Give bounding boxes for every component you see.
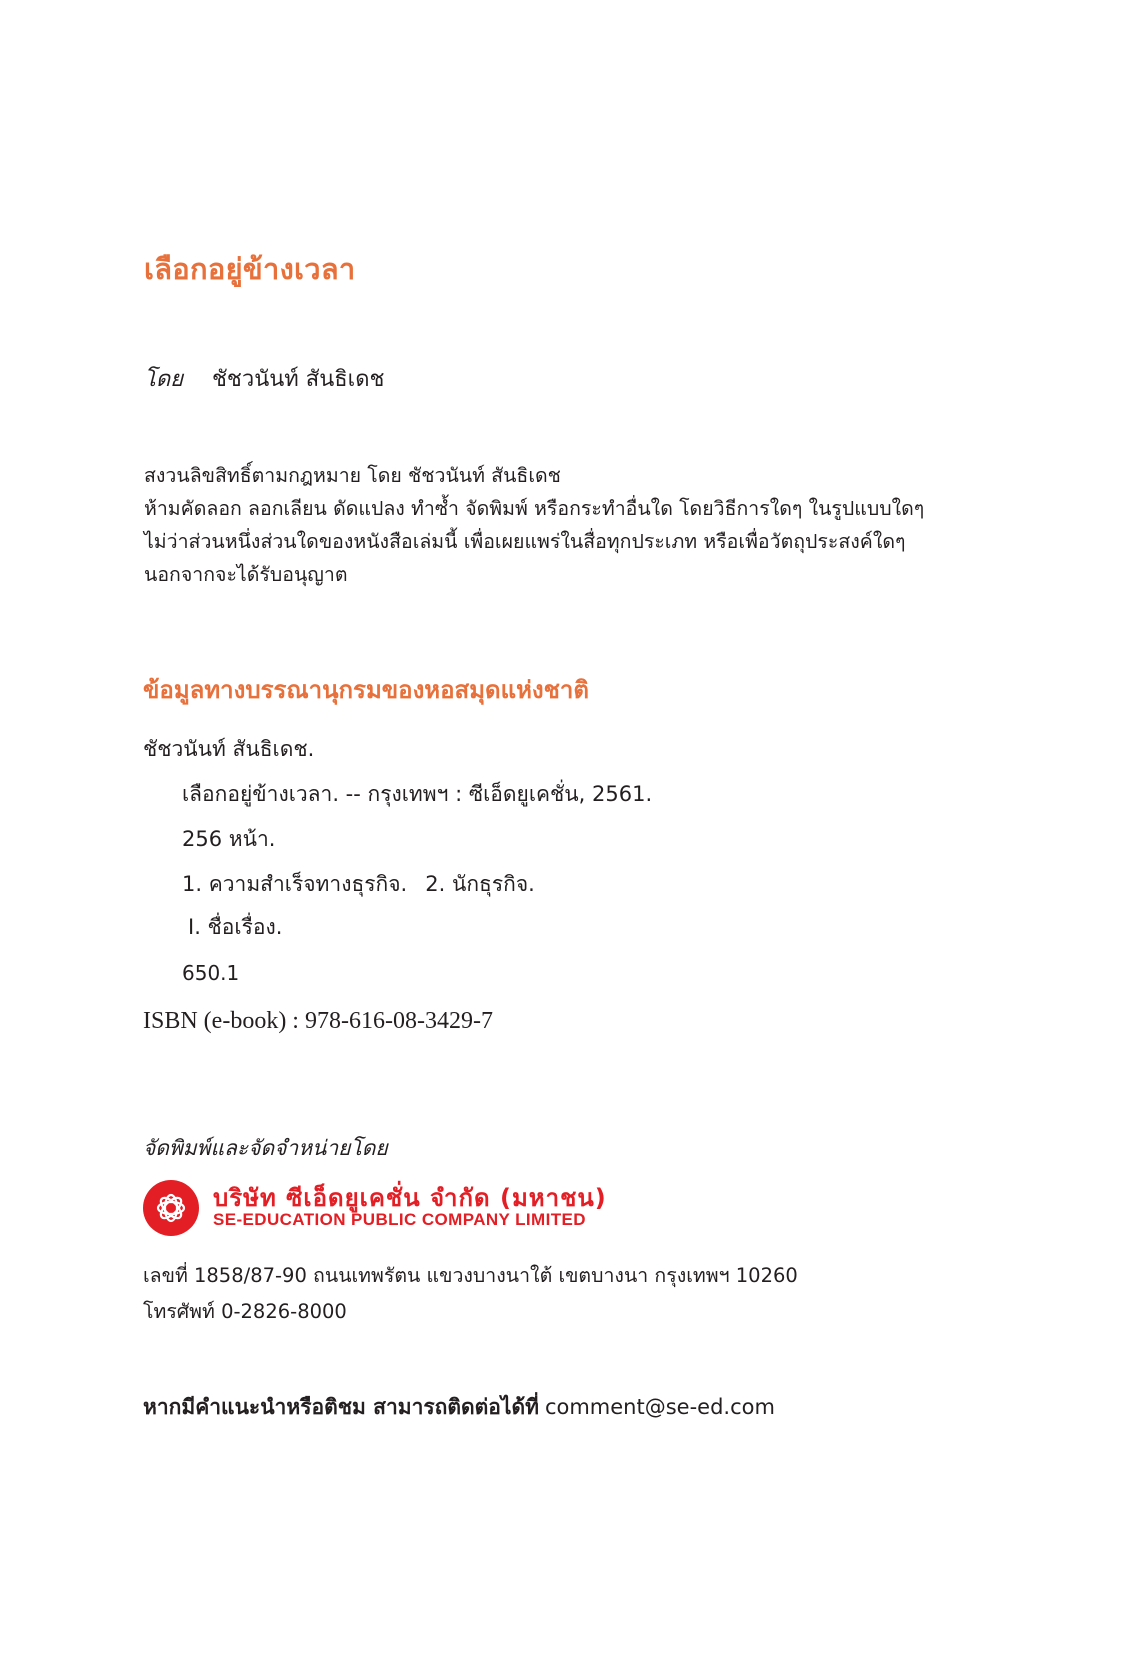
address-line: เลขที่ 1858/87-90 ถนนเทพรัตน แขวงบางนาใต้ เขตบางนา กรุงเทพฯ 10260 — [143, 1264, 798, 1287]
copyright-line: นอกจากจะได้รับอนุญาต — [144, 563, 348, 586]
copyright-notice — [144, 459, 924, 591]
feedback-email: comment@se-ed.com — [544, 1395, 775, 1419]
copyright-line: ห้ามคัดลอก ลอกเลียน ดัดแปลง ทำซ้ำ จัดพิมพ์ หรือกระทำอื่นใด โดยวิธีการใดๆ ในรูปแบบใดๆ — [144, 497, 925, 520]
byline-label: โดย — [144, 367, 183, 392]
company-name-thai: บริษัท ซีเอ็ดยูเคชั่น จำกัด (มหาชน) — [213, 1184, 607, 1212]
cip-heading: ข้อมูลทางบรรณานุกรมของหอสมุดแห่งชาติ — [143, 676, 589, 704]
se-ed-logo-icon — [143, 1180, 199, 1236]
book-title: เลือกอยู่ข้างเวลา — [144, 252, 356, 286]
copyright-line: ไม่ว่าส่วนหนึ่งส่วนใดของหนังสือเล่มนี้ เพื่อเผยแพร่ในสื่อทุกประเภท หรือเพื่อวัตถุประสงค์ใดๆ — [144, 530, 906, 553]
cip-subject: 2. นักธุรกิจ. — [425, 872, 535, 896]
feedback-contact — [143, 1391, 775, 1424]
company-name-english: SE-EDUCATION PUBLIC COMPANY LIMITED — [213, 1210, 586, 1229]
isbn: ISBN (e-book) : 978-616-08-3429-7 — [143, 1008, 493, 1034]
cip-pages: 256 หน้า. — [182, 827, 276, 851]
cip-author: ชัชวนันท์ สันธิเดช. — [143, 737, 315, 761]
phone-line: โทรศัพท์ 0-2826-8000 — [143, 1300, 347, 1323]
byline — [144, 361, 384, 396]
feedback-text: หากมีคำแนะนำหรือติชม สามารถติดต่อได้ที่ — [143, 1395, 539, 1419]
cip-classification: 650.1 — [182, 961, 240, 985]
author-name: ชัชวนันท์ สันธิเดช — [212, 367, 385, 392]
cip-added-entry: I. ชื่อเรื่อง. — [188, 915, 283, 939]
cip-title-line: เลือกอยู่ข้างเวลา. -- กรุงเทพฯ : ซีเอ็ดยูเคชั่น, 2561. — [182, 782, 653, 806]
cip-subject: 1. ความสำเร็จทางธุรกิจ. — [182, 872, 408, 896]
publisher-address — [143, 1258, 798, 1330]
cip-subjects — [182, 868, 535, 901]
publisher-label: จัดพิมพ์และจัดจำหน่ายโดย — [143, 1136, 388, 1160]
copyright-line: สงวนลิขสิทธิ์ตามกฎหมาย โดย ชัชวนันท์ สันธิเดช — [144, 464, 561, 487]
